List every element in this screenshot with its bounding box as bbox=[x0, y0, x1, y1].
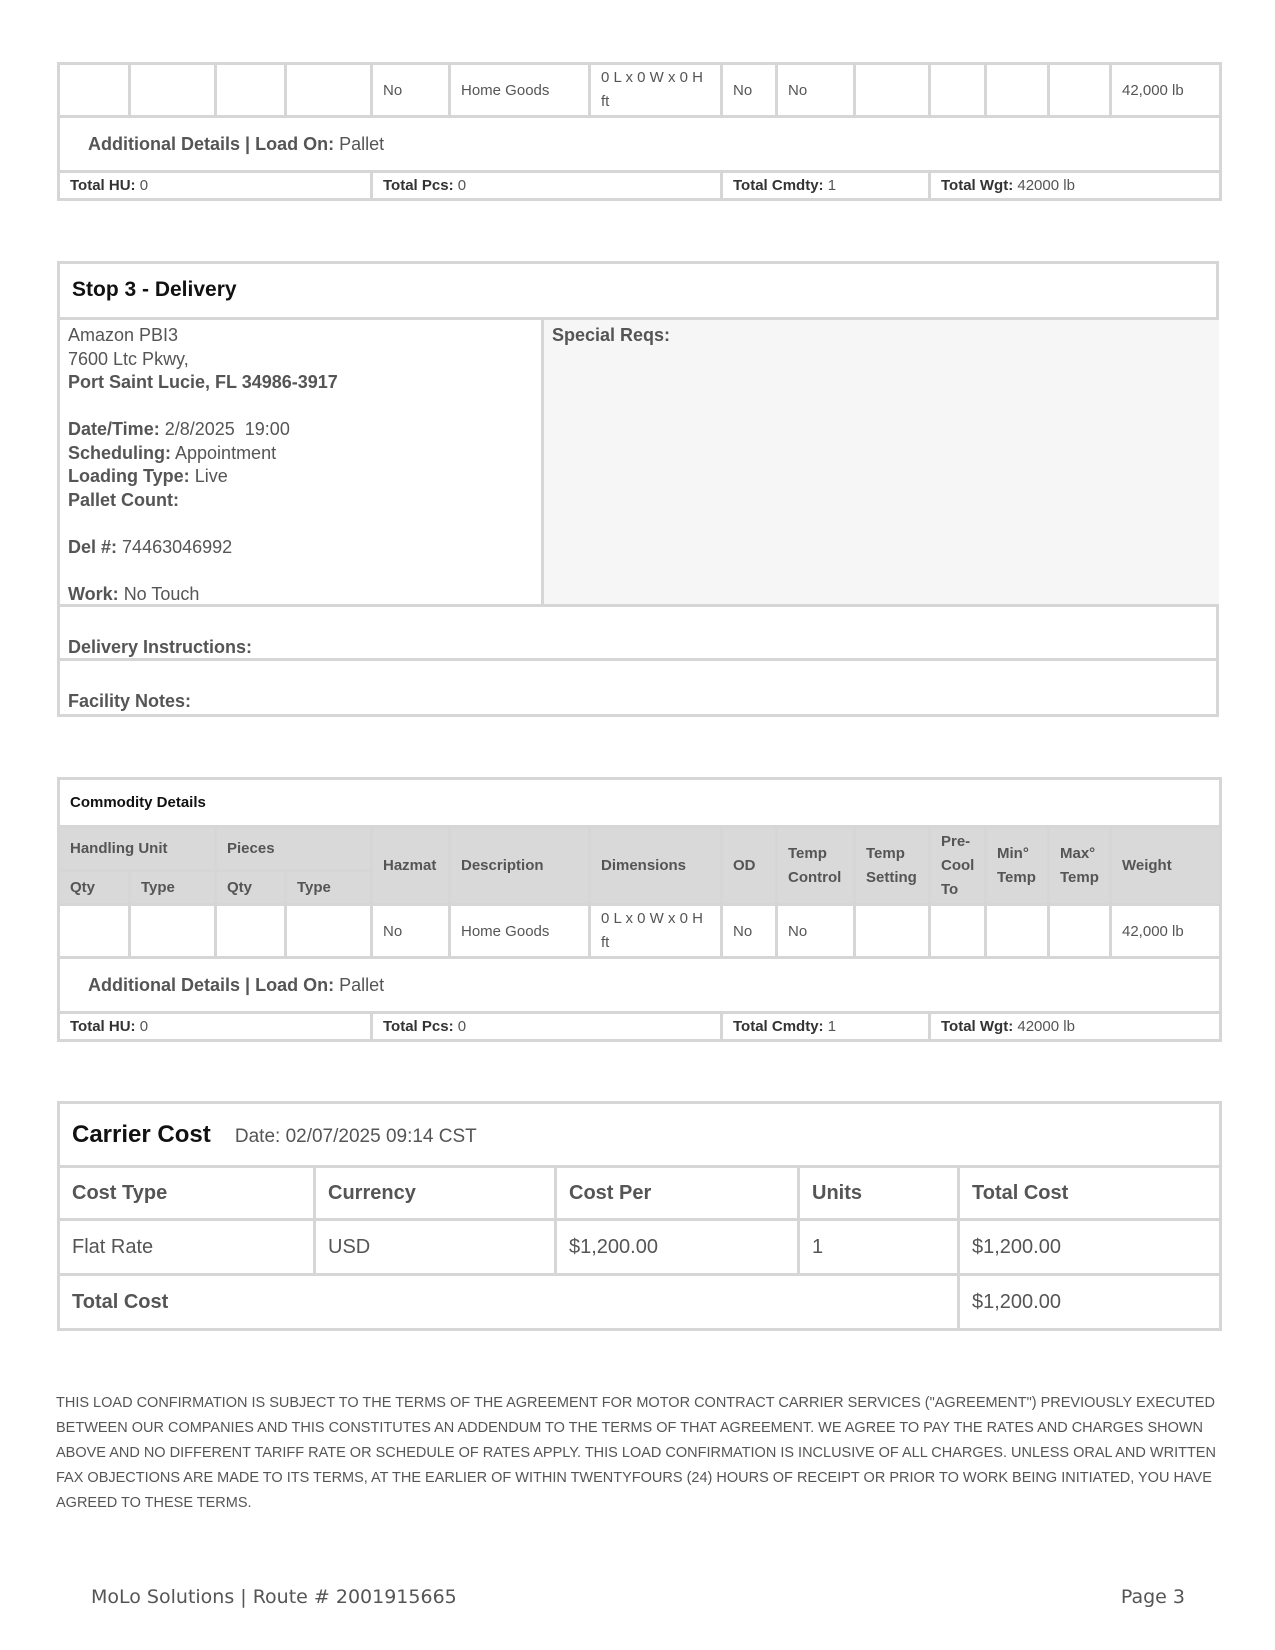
totals-row bbox=[59, 172, 1221, 200]
pallet-count-label: Pallet Count: bbox=[68, 489, 179, 510]
pallet-count-line bbox=[68, 489, 518, 513]
total-hu-value: 0 bbox=[139, 177, 149, 194]
temp-control-cell: No bbox=[777, 64, 855, 117]
footer-page-number: Page 3 bbox=[1120, 1586, 1185, 1608]
header-handling-unit: Handling Unit bbox=[59, 827, 216, 871]
cell bbox=[216, 905, 286, 958]
dimensions-cell: 0 L x 0 W x 0 H ft bbox=[590, 64, 722, 117]
work-value: No Touch bbox=[123, 583, 200, 604]
header-pieces: Pieces bbox=[216, 827, 372, 871]
cell bbox=[59, 64, 130, 117]
total-pcs-label: Total Pcs: bbox=[383, 1018, 454, 1035]
description-cell: Home Goods bbox=[450, 64, 590, 117]
hazmat-cell: No bbox=[372, 905, 450, 958]
carrier-cost-title-row bbox=[59, 1103, 1221, 1167]
totals-row bbox=[59, 1013, 1221, 1041]
cell bbox=[930, 905, 986, 958]
total-hu bbox=[59, 172, 372, 200]
header-cost-type: Cost Type bbox=[59, 1167, 315, 1220]
total-cmdty-value: 1 bbox=[827, 1018, 837, 1035]
additional-details bbox=[59, 958, 1221, 1013]
header-units: Units bbox=[799, 1167, 959, 1220]
header-max-temp: Max° Temp bbox=[1049, 827, 1111, 905]
total-hu-label: Total HU: bbox=[70, 177, 136, 194]
hazmat-cell: No bbox=[372, 64, 450, 117]
carrier-cost-total-row bbox=[59, 1275, 1221, 1330]
cell bbox=[1049, 905, 1111, 958]
carrier-cost-date: Date: 02/07/2025 09:14 CST bbox=[234, 1125, 477, 1147]
carrier-cost-header bbox=[59, 1103, 1221, 1167]
divider bbox=[60, 658, 1216, 661]
special-reqs-label: Special Reqs: bbox=[552, 325, 671, 345]
carrier-cost-table bbox=[57, 1101, 1222, 1331]
divider bbox=[60, 604, 1216, 607]
od-cell: No bbox=[722, 905, 777, 958]
facility-name: Amazon PBI3 bbox=[68, 325, 179, 345]
work-label: Work: bbox=[68, 583, 119, 604]
total-cost-value: $1,200.00 bbox=[959, 1275, 1221, 1330]
scheduling-line bbox=[68, 442, 518, 466]
total-pcs bbox=[372, 1013, 722, 1041]
temp-control-cell: No bbox=[777, 905, 855, 958]
facility-notes-label: Facility Notes: bbox=[68, 691, 192, 711]
scheduling-value: Appointment bbox=[175, 442, 277, 463]
total-cmdty bbox=[722, 172, 930, 200]
cell bbox=[855, 64, 930, 117]
header-pcs-qty: Qty bbox=[216, 871, 286, 905]
carrier-cost-header-row bbox=[59, 1167, 1221, 1220]
top-commodity-table bbox=[57, 62, 1219, 201]
stop-3-section bbox=[57, 261, 1219, 717]
date-time-line bbox=[68, 418, 518, 442]
commodity-title-row bbox=[59, 779, 1221, 827]
date-time-value: 2/8/2025 19:00 bbox=[164, 419, 290, 439]
total-cmdty-label: Total Cmdty: bbox=[733, 1018, 824, 1035]
additional-details-row bbox=[59, 117, 1221, 172]
load-on-value: Pallet bbox=[339, 133, 385, 154]
load-on-label: Load On: bbox=[255, 133, 335, 154]
header-dimensions: Dimensions bbox=[590, 827, 722, 905]
commodity-details-title: Commodity Details bbox=[59, 779, 1221, 827]
footer-route: MoLo Solutions | Route # 2001915665 bbox=[91, 1586, 457, 1608]
header-total-cost: Total Cost bbox=[959, 1167, 1221, 1220]
delivery-instructions-label: Delivery Instructions: bbox=[68, 637, 253, 657]
header-precool: Pre-Cool To bbox=[930, 827, 986, 905]
total-hu-label: Total HU: bbox=[70, 1018, 136, 1035]
additional-details-row bbox=[59, 958, 1221, 1013]
total-pcs bbox=[372, 172, 722, 200]
header-od: OD bbox=[722, 827, 777, 905]
special-reqs-panel bbox=[541, 320, 1219, 604]
total-wgt-label: Total Wgt: bbox=[941, 177, 1014, 194]
dimensions-cell: 0 L x 0 W x 0 H ft bbox=[590, 905, 722, 958]
header-cost-per: Cost Per bbox=[556, 1167, 799, 1220]
cell bbox=[130, 905, 216, 958]
header-currency: Currency bbox=[315, 1167, 556, 1220]
carrier-cost-section bbox=[57, 1101, 1219, 1331]
loading-type-line bbox=[68, 465, 518, 489]
currency-cell: USD bbox=[315, 1220, 556, 1275]
cell bbox=[286, 905, 372, 958]
cell bbox=[216, 64, 286, 117]
commodity-row bbox=[59, 905, 1221, 958]
header-temp-setting: Temp Setting bbox=[855, 827, 930, 905]
total-wgt-value: 42000 lb bbox=[1017, 1018, 1075, 1035]
total-pcs-value: 0 bbox=[457, 1018, 467, 1035]
del-number-line bbox=[68, 536, 518, 560]
additional-details-label: Additional Details bbox=[88, 133, 241, 154]
cell bbox=[986, 905, 1049, 958]
cell bbox=[986, 64, 1049, 117]
top-commodity-row bbox=[59, 64, 1221, 117]
header-hu-type: Type bbox=[130, 871, 216, 905]
cost-type-cell: Flat Rate bbox=[59, 1220, 315, 1275]
units-cell: 1 bbox=[799, 1220, 959, 1275]
date-time-label: Date/Time: bbox=[68, 419, 160, 439]
loading-type-label: Loading Type: bbox=[68, 466, 190, 486]
total-wgt-label: Total Wgt: bbox=[941, 1018, 1014, 1035]
header-min-temp: Min° Temp bbox=[986, 827, 1049, 905]
total-cmdty bbox=[722, 1013, 930, 1041]
load-on-label: Load On: bbox=[255, 974, 335, 995]
cell bbox=[286, 64, 372, 117]
description-cell: Home Goods bbox=[450, 905, 590, 958]
weight-cell: 42,000 lb bbox=[1111, 905, 1221, 958]
total-hu bbox=[59, 1013, 372, 1041]
loading-type-value: Live bbox=[194, 466, 228, 486]
cell bbox=[59, 905, 130, 958]
top-commodity-grid bbox=[57, 62, 1222, 201]
terms-text: THIS LOAD CONFIRMATION IS SUBJECT TO THE TERMS OF THE AGREEMENT FOR MOTOR CONTRACT CARRIER SERVICES ("AGREEMENT") PREVIOUSLY EXECUTED BETWEEN OUR COMPANIES AND THIS CONSTITUTES AN ADDENDUM TO THE TERMS OF THAT AGREEMENT. WE AGREE TO PAY THE RATES AND CHARGES SHOWN ABOVE AND NO DIFFERENT TARIFF RATE OR SCHEDULE OF RATES APPLY. THIS LOAD CONFIRMATION IS INCLUSIVE OF ALL CHARGES. UNLESS ORAL AND WRITTEN FAX OBJECTIONS ARE MADE TO ITS TERMS, AT THE EARLIER OF WITHIN TWENTYFOURS (24) HOURS OF RECEIPT OR PRIOR TO WORK BEING INITIATED, YOU HAVE AGREED TO THESE TERMS. bbox=[56, 1395, 1216, 1511]
commodity-details-table bbox=[57, 777, 1222, 1042]
od-cell: No bbox=[722, 64, 777, 117]
cost-per-cell: $1,200.00 bbox=[556, 1220, 799, 1275]
commodity-details-section bbox=[57, 777, 1219, 1042]
work-line bbox=[68, 583, 518, 607]
scheduling-label: Scheduling: bbox=[68, 442, 171, 463]
facility-city: Port Saint Lucie, FL 34986-3917 bbox=[68, 372, 338, 392]
separator: | bbox=[245, 974, 256, 995]
total-cmdty-value: 1 bbox=[827, 177, 837, 194]
additional-details bbox=[59, 117, 1221, 172]
cell bbox=[130, 64, 216, 117]
header-pcs-type: Type bbox=[286, 871, 372, 905]
header-weight: Weight bbox=[1111, 827, 1221, 905]
stop-3-address-block bbox=[68, 324, 518, 606]
total-cmdty-label: Total Cmdty: bbox=[733, 177, 824, 194]
weight-cell: 42,000 lb bbox=[1111, 64, 1221, 117]
header-temp-control: Temp Control bbox=[777, 827, 855, 905]
del-number-value: 74463046992 bbox=[122, 536, 233, 557]
separator: | bbox=[245, 133, 256, 154]
load-on-value: Pallet bbox=[339, 974, 385, 995]
total-wgt bbox=[930, 172, 1221, 200]
del-number-label: Del #: bbox=[68, 536, 118, 557]
carrier-cost-row bbox=[59, 1220, 1221, 1275]
total-hu-value: 0 bbox=[139, 1018, 149, 1035]
header-hu-qty: Qty bbox=[59, 871, 130, 905]
total-pcs-label: Total Pcs: bbox=[383, 177, 454, 194]
cell bbox=[930, 64, 986, 117]
commodity-header-row-1 bbox=[59, 827, 1221, 871]
additional-details-label: Additional Details bbox=[88, 974, 241, 995]
header-description: Description bbox=[450, 827, 590, 905]
total-wgt bbox=[930, 1013, 1221, 1041]
total-pcs-value: 0 bbox=[457, 177, 467, 194]
stop-3-title: Stop 3 - Delivery bbox=[72, 278, 237, 301]
total-cost-label: Total Cost bbox=[59, 1275, 959, 1330]
facility-street: 7600 Ltc Pkwy, bbox=[68, 348, 189, 369]
total-cost-cell: $1,200.00 bbox=[959, 1220, 1221, 1275]
header-hazmat: Hazmat bbox=[372, 827, 450, 905]
cell bbox=[1049, 64, 1111, 117]
total-wgt-value: 42000 lb bbox=[1017, 177, 1075, 194]
carrier-cost-title: Carrier Cost bbox=[72, 1120, 211, 1148]
cell bbox=[855, 905, 930, 958]
